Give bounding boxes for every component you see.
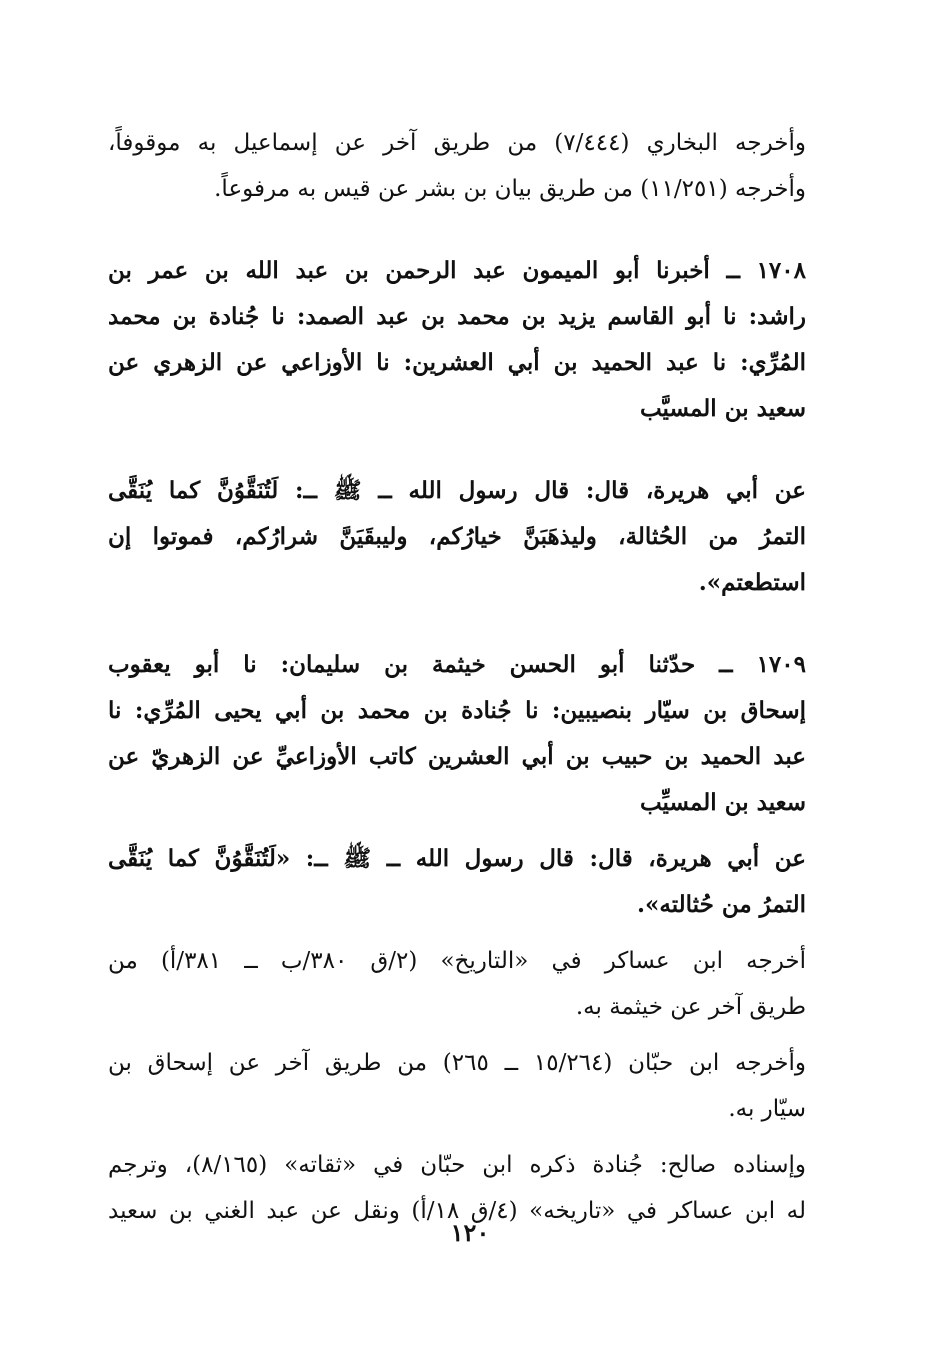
page-body — [108, 120, 806, 1234]
text-line: سعيد بن المسيِّب — [639, 789, 806, 816]
takhrij-ibn-hibban — [108, 1040, 806, 1132]
text-line: استطعتم». — [698, 569, 806, 596]
text-line: وأخرجه (١١/٢٥١) من طريق بيان بن بشر عن قيس به مرفوعاً. — [214, 176, 806, 202]
text-line: التمرُ من الحُثالة، وليذهَبَنَّ خيارُكم، وليبقَيَنَّ شرارُكم، فموتوا إن — [108, 523, 806, 550]
takhrij-ibn-asakir — [108, 938, 806, 1030]
text-line: عن أبي هريرة، قال: قال رسول الله ــ ﷺ ــ: لَتُنَقَّوُنَّ كما يُنَقَّى — [108, 477, 806, 504]
hadith-1708-isnad — [108, 248, 806, 432]
text-line: وأخرجه ابن حبّان (١٥/٢٦٤ ــ ٢٦٥) من طريق آخر عن إسحاق بن — [108, 1050, 806, 1076]
text-line: المُرِّي: نا عبد الحميد بن أبي العشرين: نا الأوزاعي عن الزهري عن — [108, 349, 806, 376]
text-line: أخرجه ابن عساكر في «التاريخ» (٢/ق ٣٨٠/ب ــ ٣٨١/أ) من — [108, 948, 807, 974]
text-line: راشد: نا أبو القاسم يزيد بن محمد بن عبد الصمد: نا جُنادة بن محمد — [108, 303, 806, 330]
text-line: عن أبي هريرة، قال: قال رسول الله ــ ﷺ ــ: «لَتُنَقَّوُنَّ كما يُنَقَّى — [108, 845, 806, 872]
text-line: سعيد بن المسيَّب — [639, 395, 806, 422]
text-line: طريق آخر عن خيثمة به. — [575, 994, 806, 1020]
text-line: له ابن عساكر في «تاريخه» (٤/ق ١٨/أ) ونقل عن عبد الغني بن سعيد — [108, 1198, 807, 1224]
hadith-1708-matn — [108, 468, 806, 606]
text-line: ١٧٠٨ ــ أخبرنا أبو الميمون عبد الرحمن بن عبد الله بن عمر بن — [108, 257, 806, 284]
text-line: سيّار به. — [728, 1096, 806, 1122]
hadith-1709-isnad — [108, 642, 806, 826]
text-line: وأخرجه البخاري (٧/٤٤٤) من طريق آخر عن إسماعيل به موقوفاً، — [108, 130, 806, 156]
page-number: ١٢٠ — [450, 1218, 490, 1247]
paragraph-bukhari-note — [108, 120, 806, 212]
hadith-1709-matn — [108, 836, 806, 928]
text-line: وإسناده صالح: جُنادة ذكره ابن حبّان في «ثقاته» (٨/١٦٥)، وترجم — [108, 1152, 806, 1178]
text-line: ١٧٠٩ ــ حدّثنا أبو الحسن خيثمة بن سليمان: نا أبو يعقوب — [108, 651, 806, 678]
text-line: إسحاق بن سيّار بنصيبين: نا جُنادة بن محمد بن أبي يحيى المُرِّي: نا — [108, 697, 806, 724]
text-line: عبد الحميد بن حبيب بن أبي العشرين كاتب الأوزاعيِّ عن الزهريّ عن — [108, 743, 806, 770]
text-line: التمرُ من حُثالته». — [637, 891, 806, 918]
